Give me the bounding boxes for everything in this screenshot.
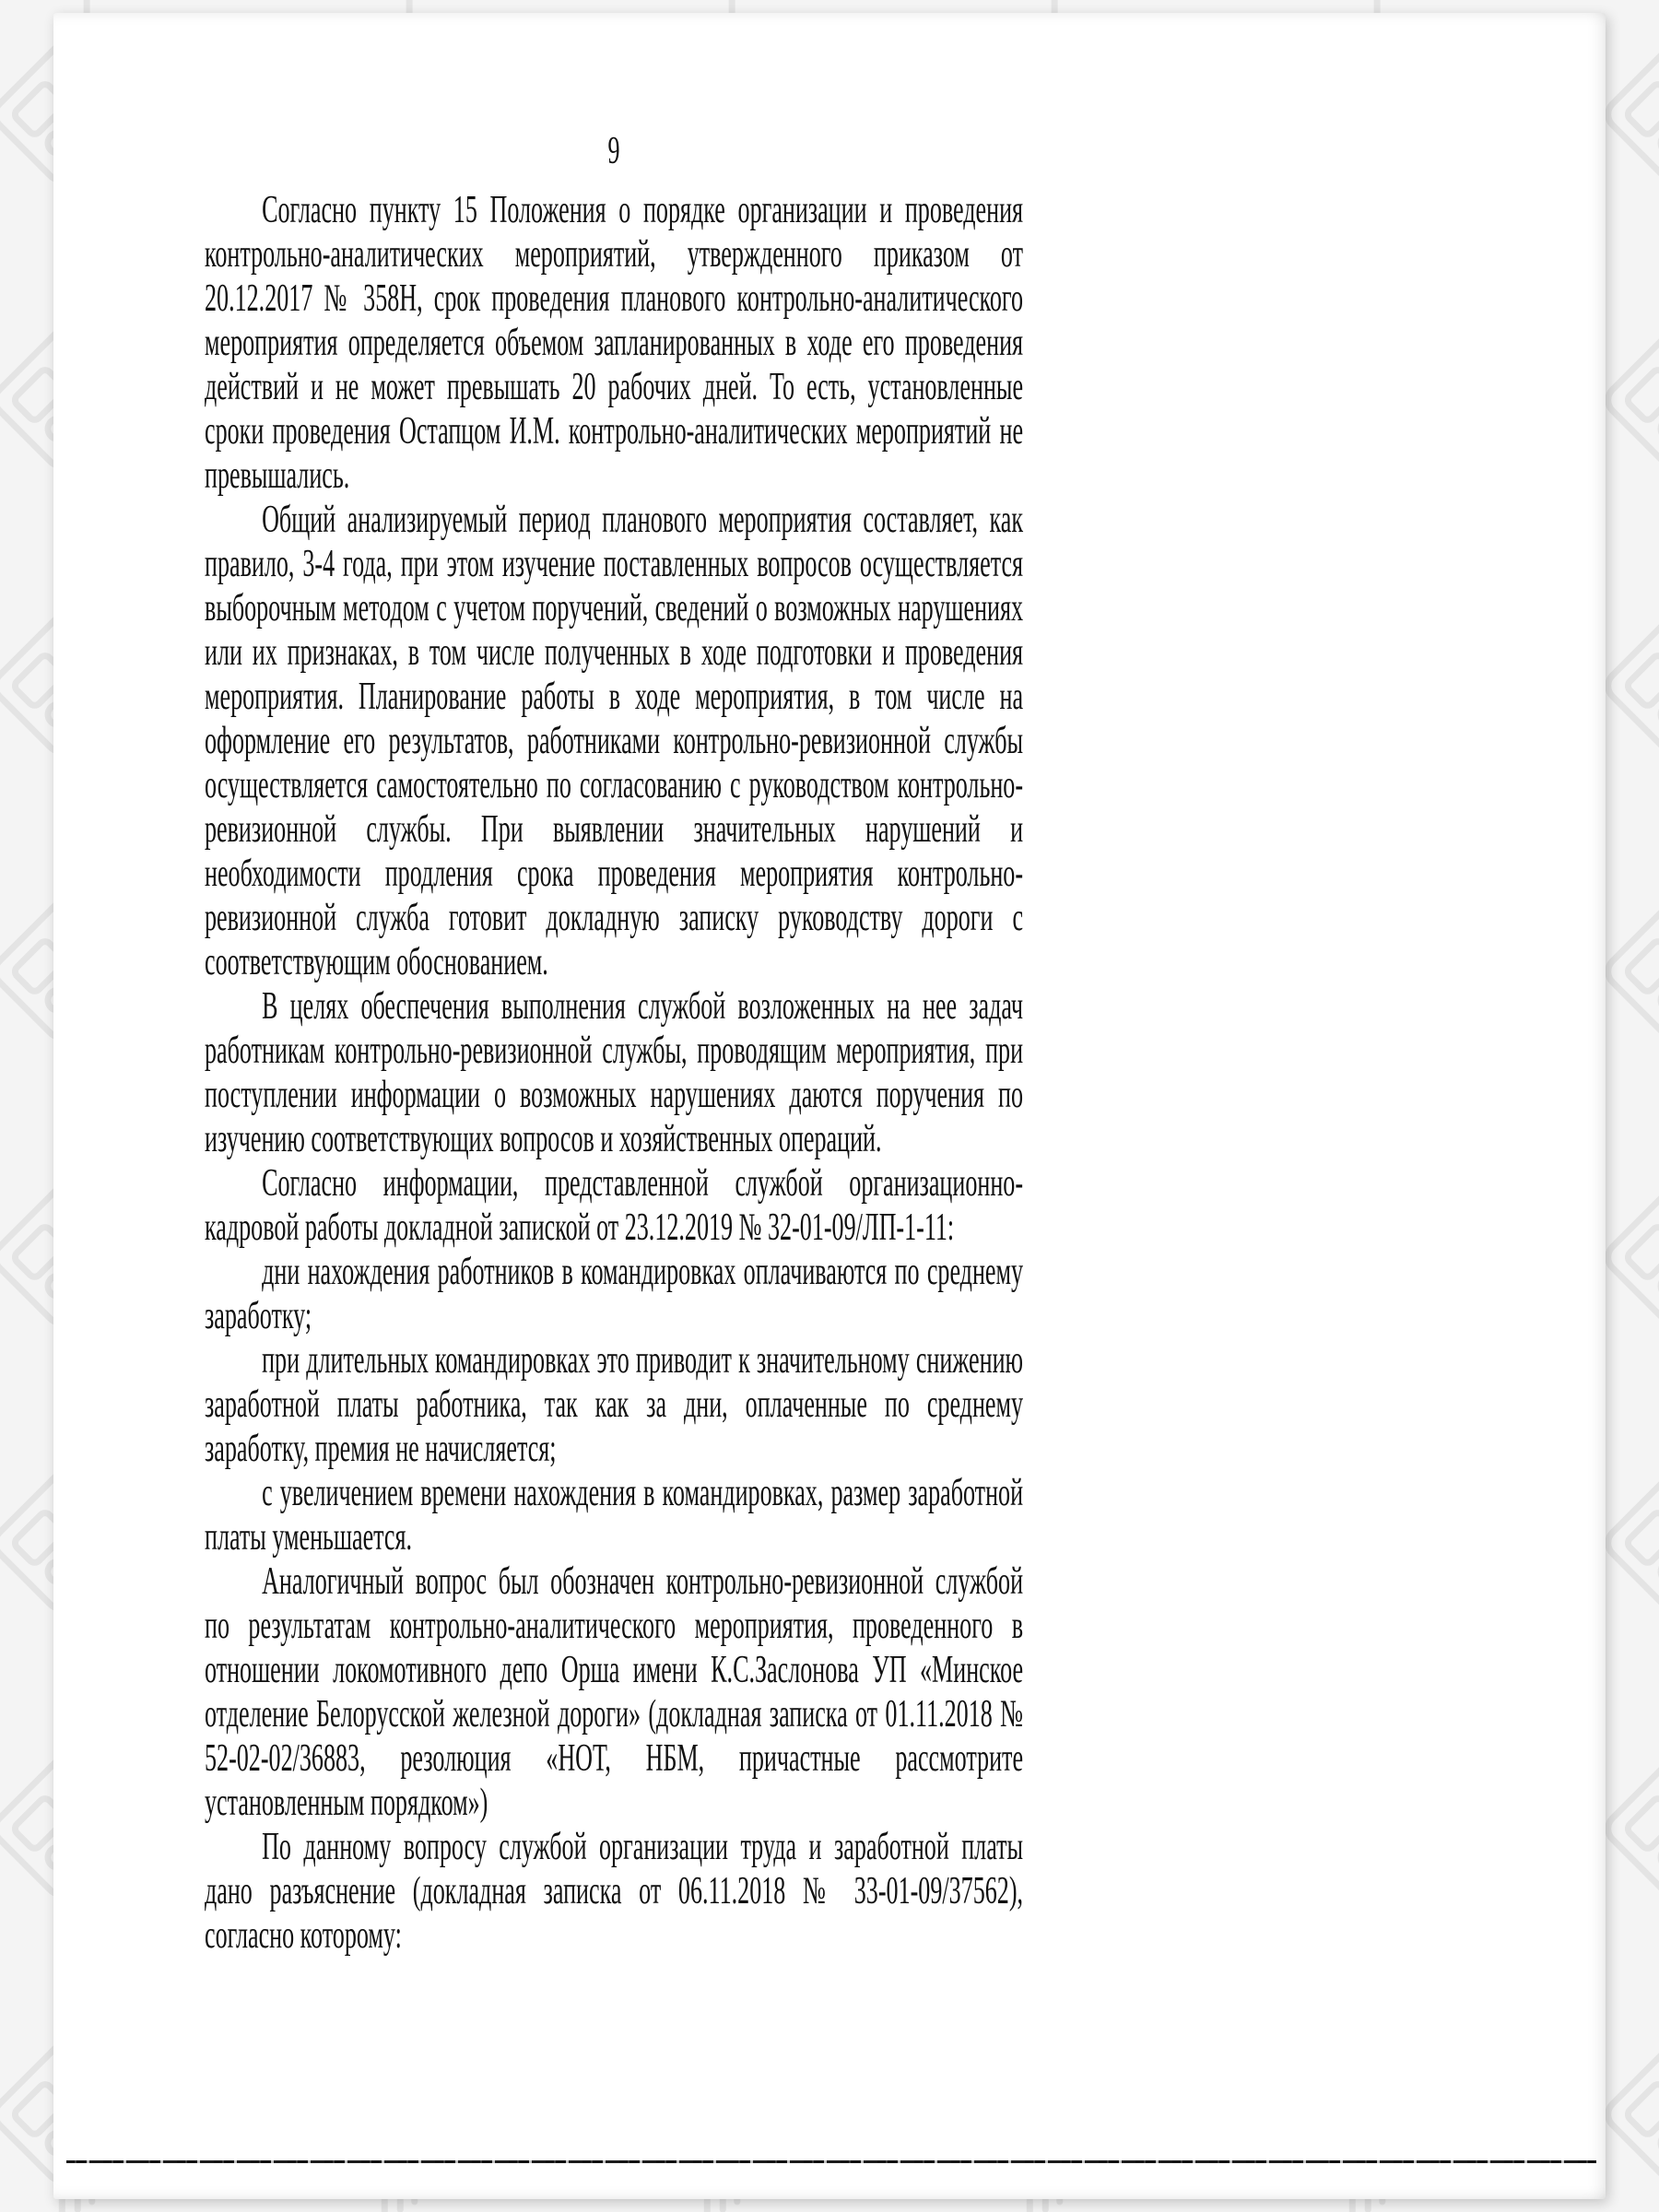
paragraph: Общий анализируемый период планового мероприятия составляет, как правило, 3-4 года, при этом изучение поставленных вопросов осуществляется выборочным методом с учетом поручений, сведений о возможных нарушениях или их признаках, в том числе полученных в ходе подготовки и проведения мероприятия. Планирование работы в ходе мероприятия, в том числе на оформление его результатов, работниками контрольно-ревизионной службы осуществляется самостоятельно по согласованию с руководством контрольно-ревизионной службы. При выявлении значительных нарушений и необходимости продления срока проведения мероприятия контрольно-ревизионной служба готовит докладную записку руководству дороги с соответствующим обоснованием.: [205, 499, 1024, 983]
paragraph: По данному вопросу службой организации труда и заработной платы дано разъяснение (докладная записка от 06.11.2018 № 33-01-09/37562), согласно которому:: [205, 1826, 1024, 1957]
paragraph: В целях обеспечения выполнения службой возложенных на нее задач работникам контрольно-ревизионной службы, проводящим мероприятия, при поступлении информации о возможных нарушениях даются поручения по изучению соответствующих вопросов и хозяйственных операций.: [205, 985, 1024, 1160]
scan-artifact-line: [66, 2160, 1596, 2163]
paragraph: дни нахождения работников в командировках оплачиваются по среднему заработку;: [205, 1251, 1024, 1337]
paragraph: Согласно пункту 15 Положения о порядке организации и проведения контрольно-аналитических мероприятий, утвержденного приказом от 20.12.2017 № 358Н, срок проведения планового контрольно-аналитического мероприятия определяется объемом запланированных в ходе его проведения действий и не может превышать 20 рабочих дней. То есть, установленные сроки проведения Остапцом И.М. контрольно-аналитических мероприятий не превышались.: [205, 189, 1024, 497]
page-number: 9: [607, 130, 620, 172]
paragraph: Согласно информации, представленной службой организационно-кадровой работы докладной запиской от 23.12.2019 № 32-01-09/ЛП-1-11:: [205, 1162, 1024, 1249]
page-text-block: [205, 129, 1023, 1958]
document-page: [53, 13, 1606, 2199]
paragraph: Аналогичный вопрос был обозначен контрольно-ревизионной службой по результатам контрольно-аналитического мероприятия, проведенного в отношении локомотивного депо Орша имени К.С.Заслонова УП «Минское отделение Белорусской железной дороги» (докладная записка от 01.11.2018 № 52-02-02/36883, резолюция «НОТ, НБМ, причастные рассмотрите установленным порядком»): [205, 1560, 1024, 1824]
paragraph: при длительных командировках это приводит к значительному снижению заработной платы работника, так как за дни, оплаченные по среднему заработку, премия не начисляется;: [205, 1339, 1024, 1470]
paragraph: с увеличением времени нахождения в командировках, размер заработной платы уменьшается.: [205, 1472, 1024, 1559]
